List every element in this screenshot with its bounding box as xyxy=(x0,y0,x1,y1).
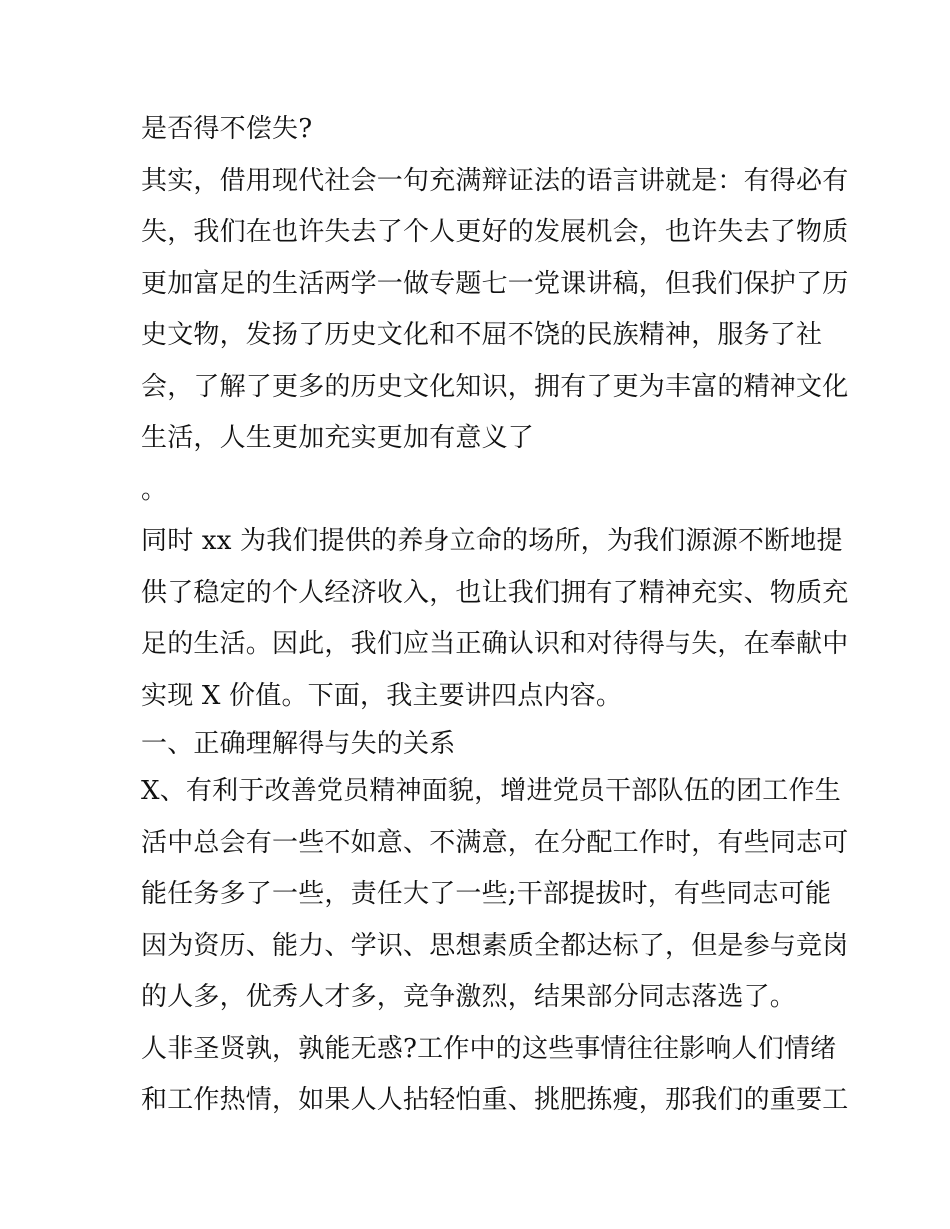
text-line: 足的生活。因此，我们应当正确认识和对待得与失，在奉献中 xyxy=(141,629,849,659)
text-line: X、有利于改善党员精神面貌，增进党员干部队伍的团工作生 xyxy=(141,776,841,806)
text-line: 。 xyxy=(141,474,168,505)
text-line: 能任务多了一些，责任大了一些;干部提拔时，有些同志可能 xyxy=(141,879,832,909)
text-line: 活中总会有一些不如意、不满意，在分配工作时，有些同志可 xyxy=(141,827,849,858)
text-line: 供了稳定的个人经济收入，也让我们拥有了精神充实、物质充 xyxy=(141,577,849,608)
text-line: 的人多，优秀人才多，竞争激烈，结果部分同志落选了。 xyxy=(141,982,797,1012)
text-line: 同时 xx 为我们提供的养身立命的场所，为我们源源不断地提 xyxy=(141,526,843,556)
text-line: 失，我们在也许失去了个人更好的发展机会，也许失去了物质 xyxy=(141,217,849,247)
text-line: 生活，人生更加充实更加有意义了 xyxy=(141,423,535,453)
text-line: 因为资历、能力、学识、思想素质全都达标了，但是参与竞岗 xyxy=(141,930,849,961)
text-line: 其实，借用现代社会一句充满辩证法的语言讲就是：有得必有 xyxy=(141,165,849,196)
text-line: 实现 X 价值。下面，我主要讲四点内容。 xyxy=(141,680,623,711)
text-line: 会，了解了更多的历史文化知识，拥有了更为丰富的精神文化 xyxy=(141,371,849,402)
text-line: 更加富足的生活两学一做专题七一党课讲稿，但我们保护了历 xyxy=(141,268,849,299)
text-line: 史文物，发扬了历史文化和不屈不饶的民族精神，服务了社 xyxy=(141,320,823,350)
text-line: 和工作热情，如果人人拈轻怕重、挑肥拣瘦，那我们的重要工 xyxy=(141,1085,849,1115)
text-line: 人非圣贤孰，孰能无惑?工作中的这些事情往往影响人们情绪 xyxy=(141,1033,837,1064)
text-line: 是否得不偿失? xyxy=(141,114,313,144)
document-page xyxy=(141,104,849,1127)
section-heading: 一、正确理解得与失的关系 xyxy=(141,729,456,759)
